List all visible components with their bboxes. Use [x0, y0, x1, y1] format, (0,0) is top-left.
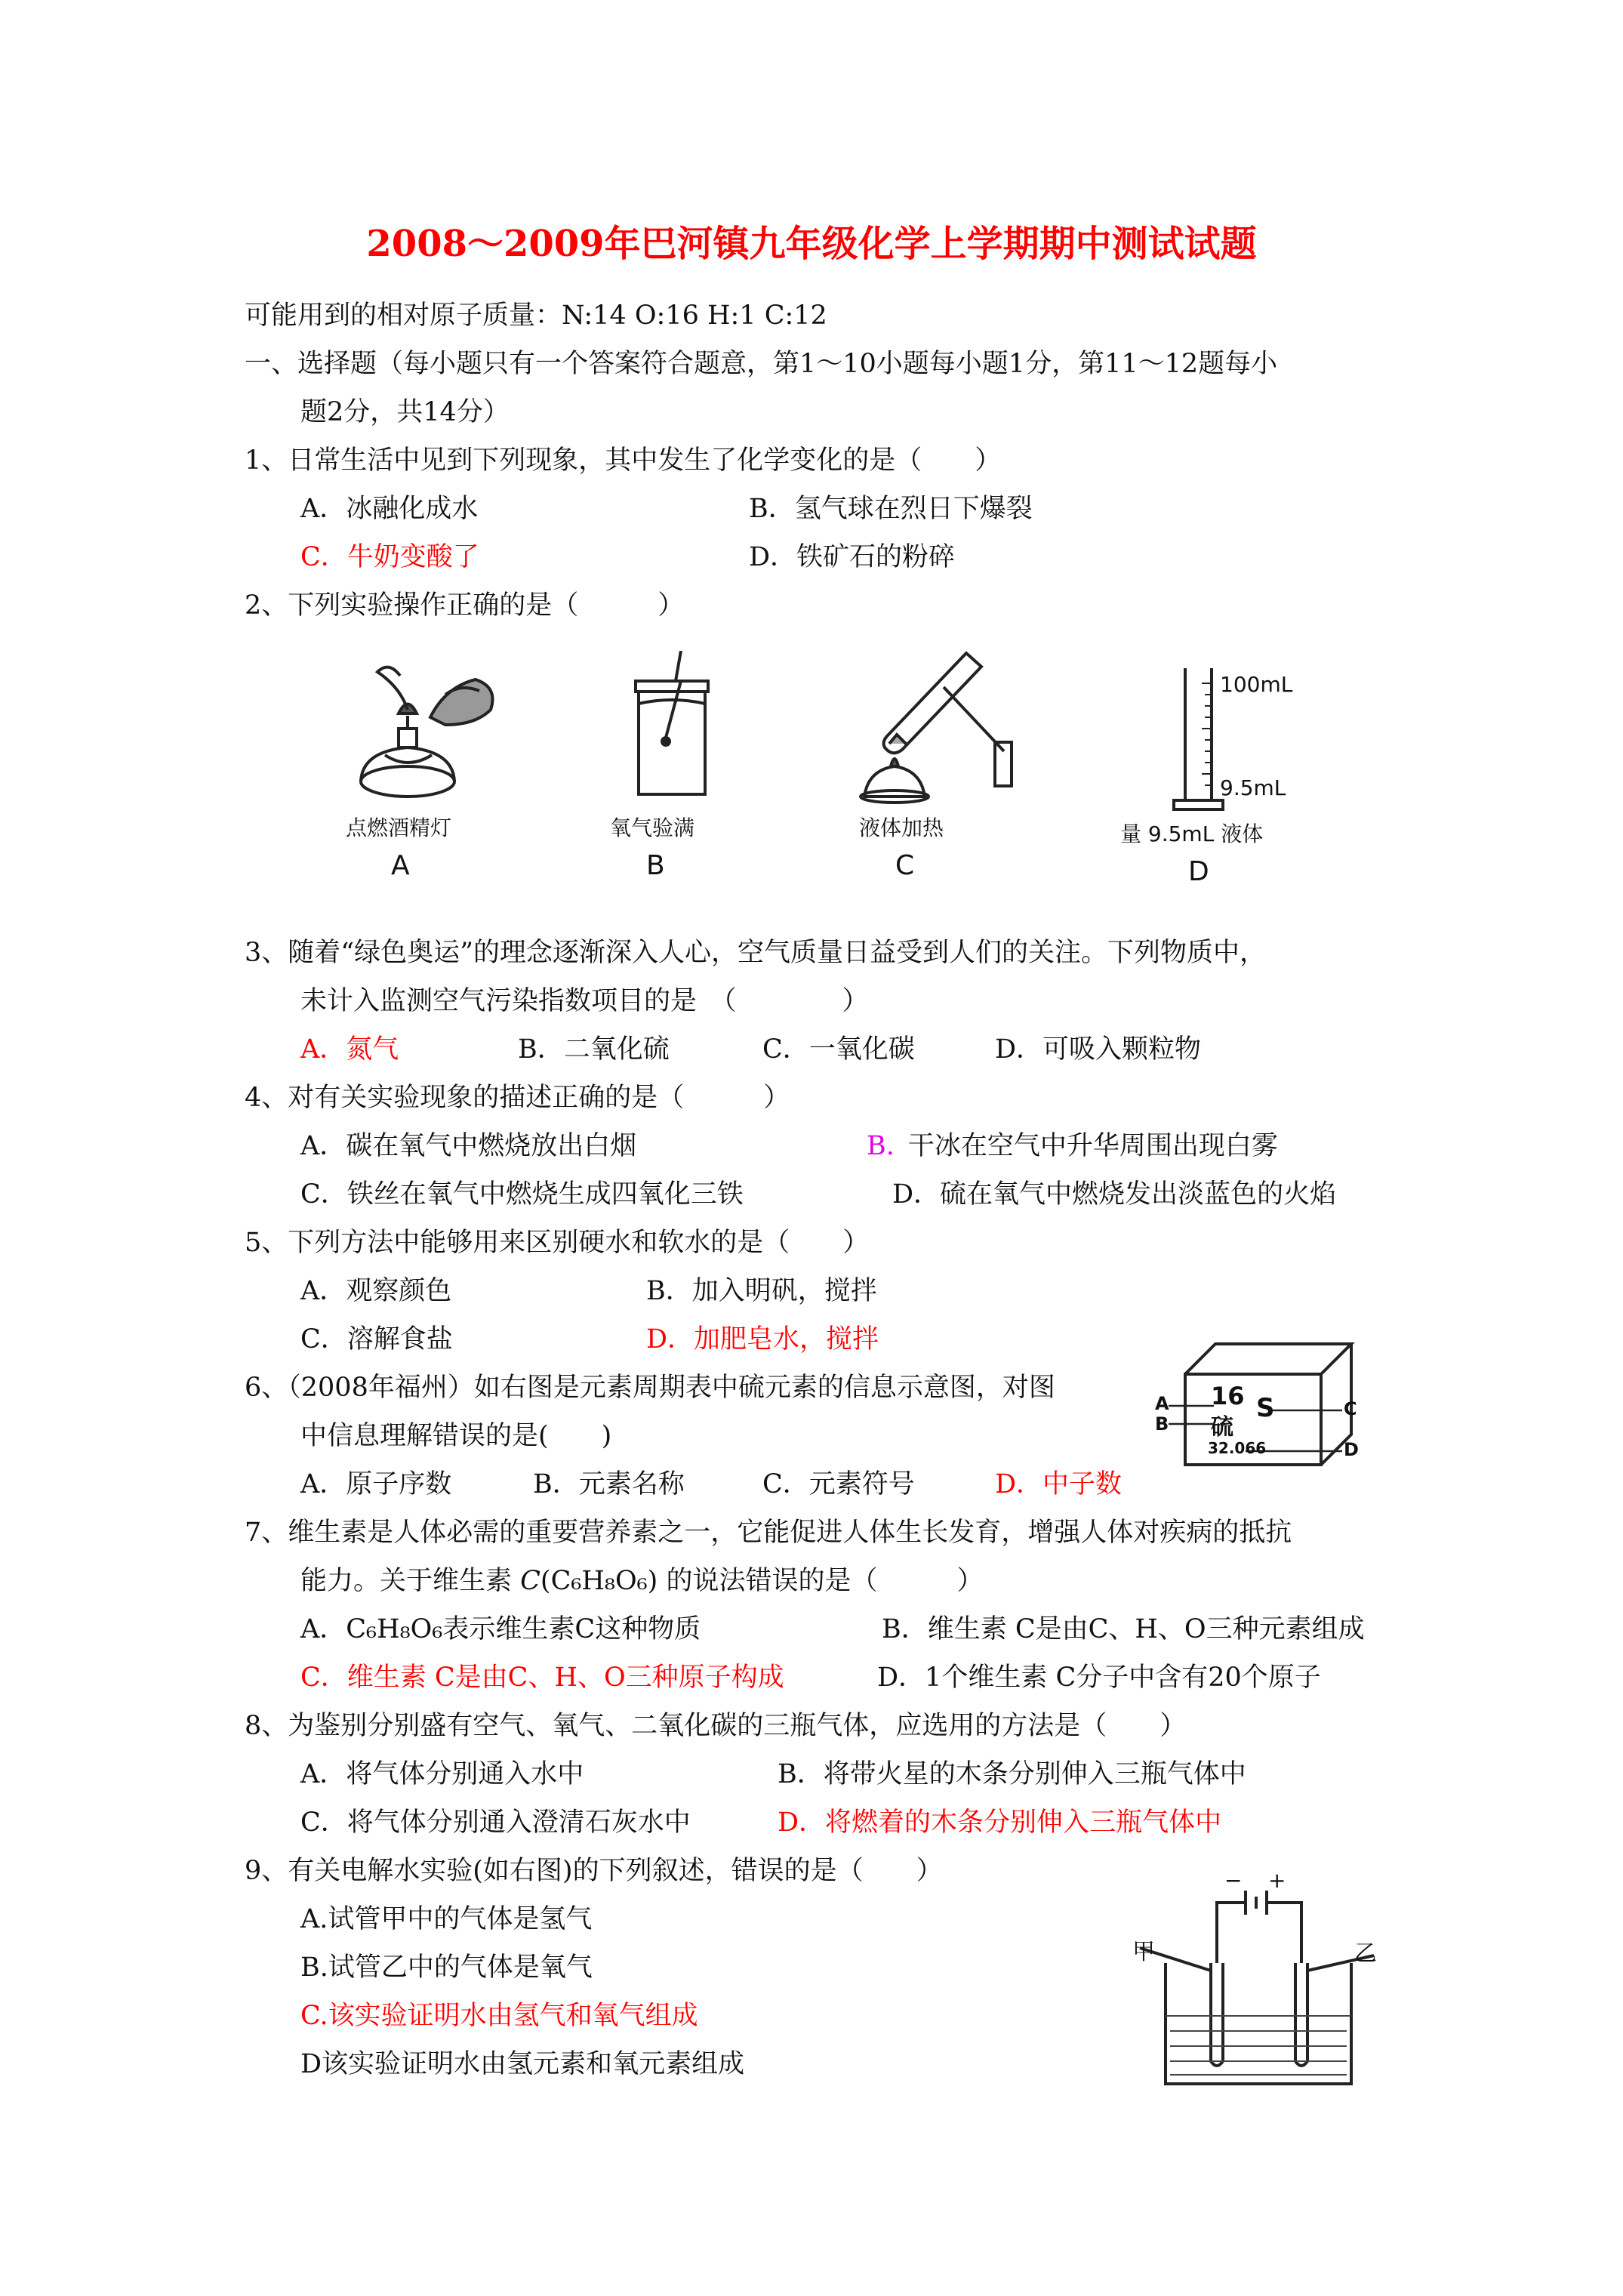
- q7-stem-cont: [300, 1564, 983, 1598]
- q8-option-a: A．将气体分别通入水中: [300, 1759, 584, 1789]
- q5-option-c: C．溶解食盐: [300, 1324, 453, 1354]
- q8-option-c: C．将气体分别通入澄清石灰水中: [300, 1808, 691, 1838]
- figure-a-letter: A: [391, 850, 410, 881]
- q4-option-a: A．碳在氧气中燃烧放出白烟: [300, 1131, 637, 1161]
- label-c: C: [1344, 1398, 1357, 1419]
- q3-stem-cont: 未计入监测空气污染指数项目的是 （ ）: [300, 986, 869, 1016]
- liquid-heating-figure: [853, 646, 1027, 804]
- q5-option-a: A．观察颜色: [300, 1276, 452, 1306]
- q3-option-d: D．可吸入颗粒物: [995, 1034, 1202, 1065]
- q4-stem: 4、对有关实验现象的描述正确的是（ ）: [245, 1083, 790, 1113]
- q9-option-c-answer: C.该实验证明水由氢气和氧气组成: [300, 2001, 698, 2031]
- q7-option-a: A．C₆H₈O₆表示维生素C这种物质: [300, 1614, 701, 1644]
- q7-option-b: B．维生素 C是由C、H、O三种元素组成: [882, 1614, 1365, 1644]
- figure-a-caption: 点燃酒精灯: [346, 815, 452, 840]
- figure-d-letter: D: [1188, 856, 1209, 887]
- q9-option-d: D该实验证明水由氢元素和氧元素组成: [300, 2049, 745, 2079]
- q7-stem-pre: 能力。关于维生素: [300, 1566, 521, 1596]
- q4-option-d: D．硫在氧气中燃烧发出淡蓝色的火焰: [892, 1179, 1337, 1210]
- electrolysis-figure: [1132, 1880, 1381, 2099]
- q6-stem: 6、（2008年福州）如右图是元素周期表中硫元素的信息示意图，对图: [245, 1373, 1055, 1403]
- section-heading-cont: 题2分，共14分）: [300, 397, 510, 427]
- q7-stem-post: 的说法错误的是（ ）: [658, 1566, 984, 1596]
- gas-bottle-figure: [619, 651, 732, 802]
- element-name: 硫: [1211, 1414, 1233, 1441]
- q7-stem: 7、维生素是人体必需的重要营养素之一，它能促进人体生长发育，增强人体对疾病的抵抗: [245, 1518, 1292, 1548]
- q9-stem: 9、有关电解水实验(如右图)的下列叙述，错误的是（ ）: [245, 1856, 943, 1886]
- q6-stem-cont: 中信息理解错误的是( ): [300, 1421, 612, 1451]
- q4-option-b-text: 干冰在空气中升华周围出现白雾: [907, 1131, 1278, 1161]
- q1-option-c-answer: C．牛奶变酸了: [300, 542, 479, 572]
- tube-right-label: 乙: [1354, 1940, 1377, 1967]
- element-mass: 32.066: [1208, 1439, 1267, 1457]
- figure-c-caption: 液体加热: [859, 815, 944, 840]
- element-number: 16: [1211, 1382, 1245, 1410]
- q8-stem: 8、为鉴别分别盛有空气、氧气、二氧化碳的三瓶气体，应选用的方法是（ ）: [245, 1711, 1187, 1741]
- figure-c-letter: C: [895, 850, 915, 881]
- cylinder-mark: 9.5mL: [1220, 775, 1286, 800]
- q5-option-d-answer: D．加肥皂水，搅拌: [646, 1324, 879, 1354]
- figure-d-caption: 量 9.5mL 液体: [1120, 821, 1264, 846]
- q6-option-b: B．元素名称: [533, 1469, 685, 1499]
- q6-option-c: C．元素符号: [762, 1469, 915, 1499]
- atomic-mass-note: 可能用到的相对原子质量：N:14 O:16 H:1 C:12: [245, 300, 827, 331]
- q7-stem-c: C: [520, 1566, 540, 1596]
- q5-option-b: B．加入明矾，搅拌: [646, 1276, 877, 1306]
- q7-stem-formula: (C₆H₈O₆): [540, 1566, 658, 1596]
- label-d: D: [1344, 1439, 1359, 1460]
- q2-stem: 2、下列实验操作正确的是（ ）: [245, 590, 685, 621]
- page-title: 2008～2009年巴河镇九年级化学上学期期中测试试题: [366, 223, 1257, 265]
- q4-option-b-letter: B.: [867, 1131, 895, 1161]
- q9-option-a: A.试管甲中的气体是氢气: [300, 1904, 593, 1934]
- q3-option-a-answer: A．氮气: [300, 1034, 399, 1065]
- q1-stem: 1、日常生活中见到下列现象，其中发生了化学变化的是（ ）: [245, 445, 1002, 476]
- tube-left-label: 甲: [1132, 1939, 1155, 1965]
- section-heading: 一、选择题（每小题只有一个答案符合题意，第1～10小题每小题1分，第11～12题每小: [245, 349, 1278, 379]
- label-a: A: [1155, 1393, 1169, 1414]
- q3-option-c: C．一氧化碳: [762, 1034, 915, 1065]
- q8-option-b: B．将带火星的木条分别伸入三瓶气体中: [778, 1759, 1246, 1789]
- q6-option-d-answer: D．中子数: [995, 1469, 1123, 1499]
- q3-option-b: B．二氧化硫: [518, 1034, 670, 1065]
- figure-b-letter: B: [646, 850, 665, 881]
- q5-stem: 5、下列方法中能够用来区别硬水和软水的是（ ）: [245, 1228, 870, 1258]
- q8-option-d-answer: D．将燃着的木条分别伸入三瓶气体中: [778, 1808, 1222, 1838]
- q1-option-b: B．氢气球在烈日下爆裂: [749, 494, 1033, 524]
- q4-option-c: C．铁丝在氧气中燃烧生成四氧化三铁: [300, 1179, 744, 1210]
- q9-option-b: B.试管乙中的气体是氧气: [300, 1952, 593, 1983]
- q7-option-d: D．1个维生素 C分子中含有20个原子: [877, 1663, 1321, 1693]
- alcohol-lamp-figure: [347, 649, 513, 808]
- label-b: B: [1155, 1413, 1169, 1435]
- battery-plus: +: [1268, 1868, 1286, 1893]
- cylinder-top-mark: 100mL: [1220, 672, 1293, 697]
- figure-b-caption: 氧气验满: [610, 815, 695, 840]
- battery-minus: −: [1224, 1868, 1243, 1893]
- q7-option-c-answer: C．维生素 C是由C、H、O三种原子构成: [300, 1663, 784, 1693]
- q3-stem: 3、随着“绿色奥运”的理念逐渐深入人心，空气质量日益受到人们的关注。下列物质中，: [245, 938, 1267, 968]
- q1-option-d: D．铁矿石的粉碎: [749, 542, 956, 572]
- element-symbol: S: [1256, 1393, 1275, 1423]
- q6-option-a: A．原子序数: [300, 1469, 452, 1499]
- q4-option-b: [867, 1130, 1278, 1163]
- q1-option-a: A．冰融化成水: [300, 494, 479, 524]
